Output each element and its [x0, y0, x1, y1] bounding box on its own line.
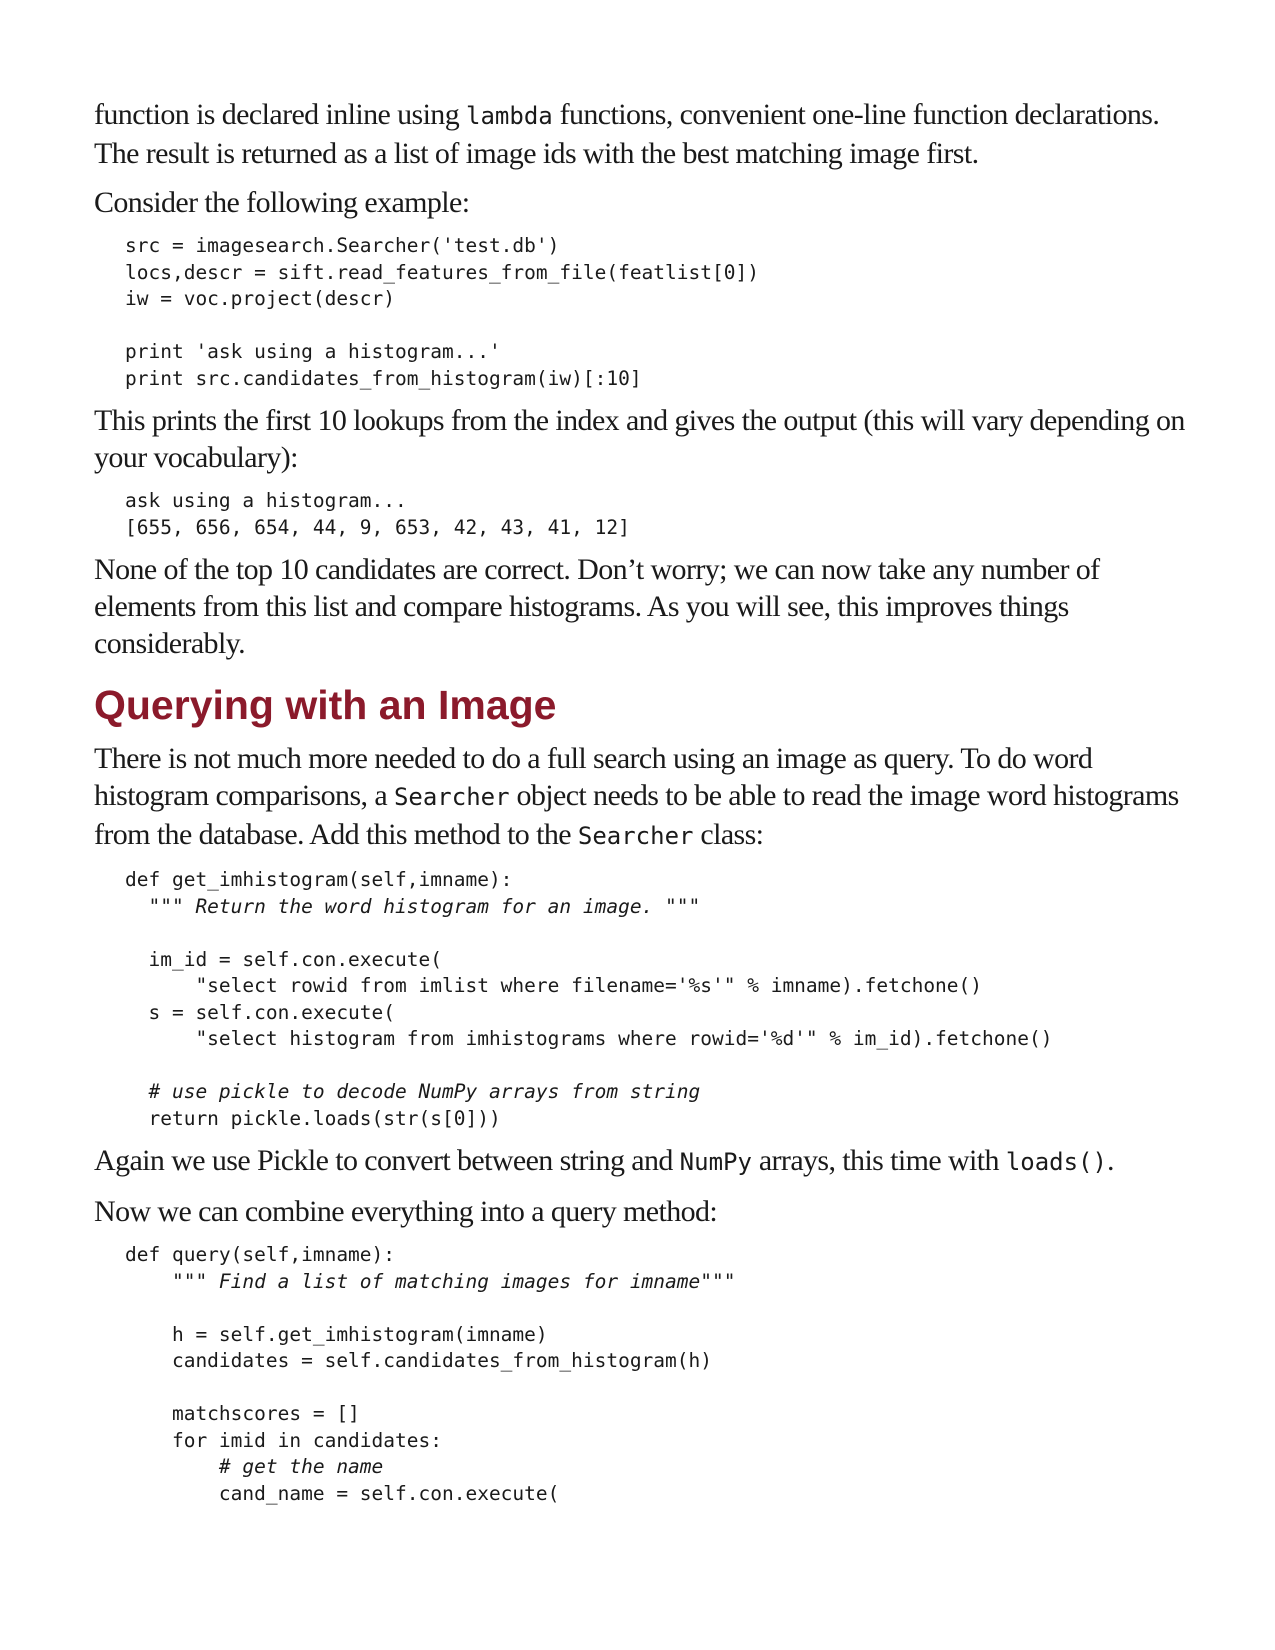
paragraph-pickle: Again we use Pickle to convert between string and NumPy arrays, this time with loads().: [94, 1144, 1114, 1177]
inline-code-loads: loads(): [1005, 1148, 1107, 1176]
inline-code-lambda: lambda: [466, 102, 553, 130]
code-line: s = self.con.execute(: [125, 1000, 396, 1024]
code-line: def get_imhistogram(self,imname):: [125, 868, 513, 891]
inline-code-searcher: Searcher: [393, 783, 510, 811]
paragraph-prints: This prints the first 10 lookups from the index and gives the output (this will vary depending on your vocabulary):: [94, 404, 1185, 474]
code-line: "select histogram from imhistograms where rowid='%d'" % im_id).fetchone(): [125, 1027, 1053, 1050]
code-block-get-imhistogram: [94, 867, 1194, 1132]
paragraph-lambda: function is declared inline using lambda functions, convenient one-line function declarations. The result is returned as a list of image ids with the best matching image first.: [94, 98, 1160, 170]
code-line: locs,descr = sift.read_features_from_file(featlist[0]): [125, 260, 759, 284]
code-line: [125, 1375, 1194, 1402]
inline-code-numpy: NumPy: [679, 1148, 752, 1176]
code-line: im_id = self.con.execute(: [125, 947, 442, 971]
code-line: cand_name = self.con.execute(: [125, 1481, 560, 1505]
code-line-comment: # get the name: [125, 1455, 384, 1478]
code-line: [125, 920, 1194, 947]
code-line: "select rowid from imlist where filename='%s'" % imname).fetchone(): [125, 974, 983, 997]
code-line: candidates = self.candidates_from_histogram(h): [125, 1349, 712, 1372]
code-line: for imid in candidates:: [125, 1428, 442, 1452]
paragraph-consider: Consider the following example:: [94, 186, 470, 219]
code-block-output: [94, 488, 1194, 541]
code-line: [655, 656, 654, 44, 9, 653, 42, 43, 41, 12]: [125, 515, 630, 539]
code-line: print 'ask using a histogram...': [125, 340, 501, 363]
code-line: [125, 1295, 1194, 1322]
code-line: def query(self,imname):: [125, 1243, 396, 1266]
code-line: src = imagesearch.Searcher('test.db'): [125, 234, 560, 257]
inline-code-searcher: Searcher: [577, 822, 694, 850]
code-line: return pickle.loads(str(s[0])): [125, 1106, 501, 1130]
code-line: h = self.get_imhistogram(imname): [125, 1322, 548, 1346]
code-line-comment: # use pickle to decode NumPy arrays from string: [125, 1080, 701, 1103]
code-line: print src.candidates_from_histogram(iw)[:10]: [125, 366, 642, 390]
code-block-example: [94, 233, 1194, 392]
code-line: ask using a histogram...: [125, 489, 407, 512]
code-line: [125, 1053, 1194, 1080]
code-line: iw = voc.project(descr): [125, 287, 396, 310]
paragraph-combine: Now we can combine everything into a query method:: [94, 1195, 718, 1228]
paragraph-none-correct: None of the top 10 candidates are correct. Don’t worry; we can now take any number of elements from this list and compare histograms. As you will see, this improves things considerably.: [94, 553, 1100, 660]
code-line-docstring: """ Find a list of matching images for imname""": [125, 1269, 736, 1293]
document-page: [94, 96, 1194, 1517]
paragraph-searcher: There is not much more needed to do a full search using an image as query. To do word histogram comparisons, a Searcher object needs to be able to read the image word histograms from the database. Add this method to the Searcher class:: [94, 742, 1179, 851]
code-line-docstring: """ Return the word histogram for an image. """: [125, 894, 701, 918]
code-line: [125, 313, 1194, 340]
code-line: matchscores = []: [125, 1402, 360, 1425]
code-block-query: [94, 1242, 1194, 1507]
section-heading: Querying with an Image: [94, 682, 557, 728]
